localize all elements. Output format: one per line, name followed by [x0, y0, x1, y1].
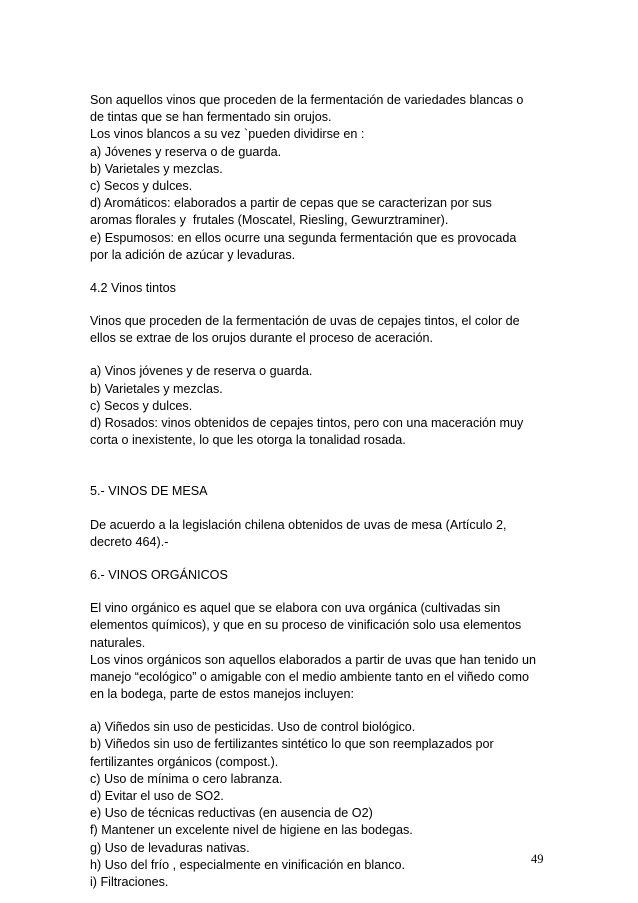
paragraph-vinos-de-mesa [90, 517, 560, 551]
section-heading-vinos-organicos [90, 567, 560, 584]
list-item: e) Espumosos: en ellos ocurre una segunda fermentación que es provocada [90, 230, 517, 245]
text-line: Son aquellos vinos que proceden de la fermentación de variedades blancas o [90, 93, 524, 107]
list-item: a) Vinos jóvenes y de reserva o guarda. [90, 364, 313, 379]
list-item: i) Filtraciones. [90, 874, 169, 889]
page-number: 49 [531, 852, 544, 866]
text-line: de tintas que se han fermentado sin orujos. [90, 110, 332, 125]
list-item: h) Uso del frío , especialmente en vinificación en blanco. [90, 857, 406, 872]
list-item: b) Varietales y mezclas. [90, 381, 223, 396]
text-line: De acuerdo a la legislación chilena obtenidos de uvas de mesa (Artículo 2, [90, 517, 507, 532]
list-item: c) Secos y dulces. [90, 178, 193, 193]
section-heading: 4.2 Vinos tintos [90, 280, 176, 295]
text-line: en la bodega, parte de estos manejos incluyen: [90, 687, 354, 702]
text-line: ellos se extrae de los orujos durante el proceso de aceración. [90, 331, 434, 346]
list-item: aromas florales y frutales (Moscatel, Riesling, Gewurztraminer). [90, 213, 449, 228]
list-item: a) Viñedos sin uso de pesticidas. Uso de control biológico. [90, 720, 416, 735]
list-item: e) Uso de técnicas reductivas (en ausencia de O2) [90, 806, 373, 821]
text-line: elementos químicos), y que en su proceso de vinificación solo usa elementos [90, 618, 522, 633]
text-line: Los vinos orgánicos son aquellos elaborados a partir de uvas que han tenido un [90, 652, 536, 667]
list-item: g) Uso de levaduras nativas. [90, 840, 250, 855]
section-heading-vinos-de-mesa [90, 483, 560, 500]
list-item: fertilizantes orgánicos (compost.). [90, 754, 279, 769]
paragraph-vinos-blancos [90, 92, 560, 264]
page-body [90, 92, 560, 891]
text-line: manejo “ecológico” o amigable con el medio ambiente tanto en el viñedo como [90, 669, 529, 684]
list-item: por la adición de azúcar y levaduras. [90, 247, 296, 262]
list-item: d) Rosados: vinos obtenidos de cepajes tintos, pero con una maceración muy [90, 416, 524, 430]
paragraph-vinos-tintos [90, 313, 560, 347]
text-line: decreto 464).- [90, 534, 169, 549]
text-line: Los vinos blancos a su vez `pueden dividirse en : [90, 127, 365, 142]
text-line: Vinos que proceden de la fermentación de uvas de cepajes tintos, el color de [90, 314, 520, 329]
list-item: b) Varietales y mezclas. [90, 161, 223, 176]
list-vinos-organicos [90, 719, 560, 891]
list-vinos-tintos [90, 363, 560, 449]
list-item: d) Evitar el uso de SO2. [90, 789, 224, 803]
list-item: b) Viñedos sin uso de fertilizantes sintético lo que son reemplazados por [90, 737, 494, 752]
list-item: d) Aromáticos: elaborados a partir de cepas que se caracterizan por sus [90, 196, 492, 211]
section-heading: 6.- VINOS ORGÁNICOS [90, 567, 228, 582]
text-line: naturales. [90, 635, 146, 650]
list-item: c) Secos y dulces. [90, 398, 193, 413]
section-heading-vinos-tintos [90, 280, 560, 297]
list-item: corta o inexistente, lo que les otorga la tonalidad rosada. [90, 433, 406, 448]
list-item: a) Jóvenes y reserva o de guarda. [90, 144, 282, 159]
section-heading: 5.- VINOS DE MESA [90, 484, 208, 499]
list-item: c) Uso de mínima o cero labranza. [90, 771, 283, 786]
paragraph-vinos-organicos [90, 600, 560, 703]
list-item: f) Mantener un excelente nivel de higiene en las bodegas. [90, 823, 413, 838]
text-line: El vino orgánico es aquel que se elabora con uva orgánica (cultivadas sin [90, 601, 501, 616]
